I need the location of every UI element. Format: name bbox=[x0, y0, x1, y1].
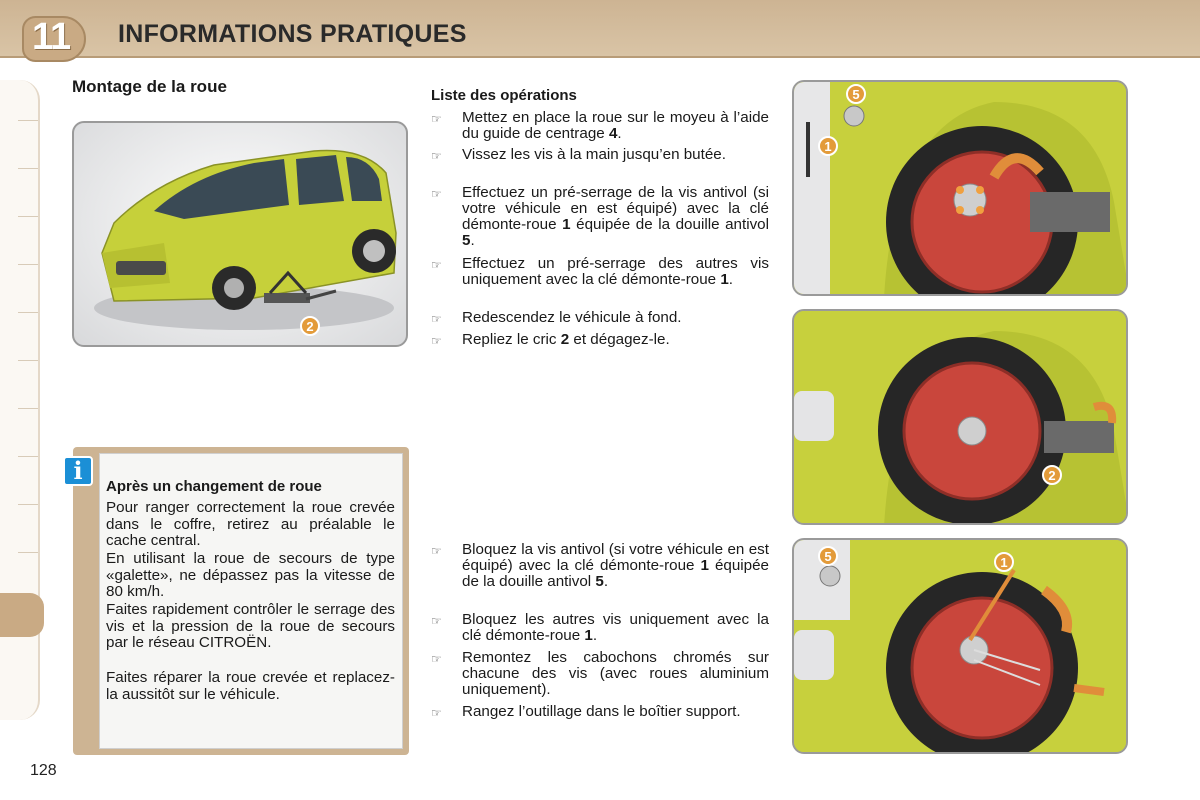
callout-badge: 5 bbox=[818, 546, 838, 566]
callout-badge: 5 bbox=[846, 84, 866, 104]
operation-step: ☞ Bloquez la vis antivol (si votre véhicule en est équipé) avec la clé démonte-roue 1 équipée de la douille antivol 5. bbox=[431, 541, 769, 590]
info-paragraph: En utilisant la roue de secours de type «galette», ne dépassez pas la vitesse de 80 km/h. bbox=[106, 550, 395, 600]
operations-title: Liste des opérations bbox=[431, 87, 577, 104]
side-tab-divider bbox=[18, 456, 38, 457]
wheel-tightening-illustration bbox=[792, 80, 1128, 296]
operation-step: ☞ Mettez en place la roue sur le moyeu à l’aide du guide de centrage 4. bbox=[431, 109, 769, 142]
pointing-hand-icon: ☞ bbox=[431, 706, 442, 720]
info-paragraph: Faites réparer la roue crevée et replacez-la aussitôt sur le véhicule. bbox=[106, 669, 395, 703]
side-tab-divider bbox=[18, 216, 38, 217]
callout-badge: 2 bbox=[1042, 465, 1062, 485]
side-tab-divider bbox=[18, 264, 38, 265]
pointing-hand-icon: ☞ bbox=[431, 312, 442, 326]
callout-badge: 1 bbox=[818, 136, 838, 156]
side-tab-divider bbox=[18, 360, 38, 361]
operation-step: ☞ Bloquez les autres vis uniquement avec la clé démonte-roue 1. bbox=[431, 611, 769, 644]
side-tab-divider bbox=[18, 504, 38, 505]
wheel-lowered-illustration bbox=[792, 309, 1128, 525]
pointing-hand-icon: ☞ bbox=[431, 149, 442, 163]
info-box-title: Après un changement de roue bbox=[106, 478, 322, 495]
car-on-jack-illustration bbox=[72, 121, 408, 347]
callout-badge: 1 bbox=[994, 552, 1014, 572]
side-tab-chapter-11 bbox=[0, 593, 44, 637]
operation-step: ☞ Effectuez un pré-serrage des autres vis uniquement avec la clé démonte-roue 1. bbox=[431, 255, 769, 288]
car-illustration-svg bbox=[74, 123, 408, 347]
operation-step: ☞ Vissez les vis à la main jusqu’en butée. bbox=[431, 146, 726, 163]
pointing-hand-icon: ☞ bbox=[431, 544, 442, 558]
side-tab-divider bbox=[18, 408, 38, 409]
side-tab-divider bbox=[18, 552, 38, 553]
wheel-svg bbox=[794, 540, 1128, 754]
operation-step: ☞ Rangez l’outillage dans le boîtier support. bbox=[431, 703, 741, 720]
pointing-hand-icon: ☞ bbox=[431, 258, 442, 272]
side-tab-divider bbox=[18, 312, 38, 313]
side-tab-divider bbox=[18, 120, 38, 121]
pointing-hand-icon: ☞ bbox=[431, 614, 442, 628]
pointing-hand-icon: ☞ bbox=[431, 112, 442, 126]
pointing-hand-icon: ☞ bbox=[431, 334, 442, 348]
operation-step: ☞ Remontez les cabochons chromés sur chacune des vis (avec roues aluminium uniquement). bbox=[431, 649, 769, 698]
info-paragraph: Pour ranger correctement la roue crevée dans le coffre, retirez au préalable le cache central. bbox=[106, 499, 395, 549]
operation-step: ☞ Effectuez un pré-serrage de la vis antivol (si votre véhicule en est équipé) avec la clé démonte-roue 1 équipée de la douille antivol 5. bbox=[431, 184, 769, 249]
operation-step: ☞ Repliez le cric 2 et dégagez-le. bbox=[431, 331, 670, 348]
operation-step: ☞ Redescendez le véhicule à fond. bbox=[431, 309, 682, 326]
info-paragraph: Faites rapidement contrôler le serrage des vis et la pression de la roue de secours par le réseau CITROËN. bbox=[106, 601, 395, 651]
pointing-hand-icon: ☞ bbox=[431, 652, 442, 666]
callout-badge: 2 bbox=[300, 316, 320, 336]
wheel-svg bbox=[794, 82, 1128, 296]
wheel-svg bbox=[794, 311, 1128, 525]
info-icon: i bbox=[63, 456, 93, 486]
wheel-final-tightening-illustration bbox=[792, 538, 1128, 754]
page-number: 128 bbox=[30, 762, 57, 779]
chapter-title: INFORMATIONS PRATIQUES bbox=[118, 20, 467, 48]
section-title: Montage de la roue bbox=[72, 77, 227, 96]
side-tab-divider bbox=[18, 168, 38, 169]
pointing-hand-icon: ☞ bbox=[431, 187, 442, 201]
chapter-number: 11 bbox=[32, 16, 71, 58]
